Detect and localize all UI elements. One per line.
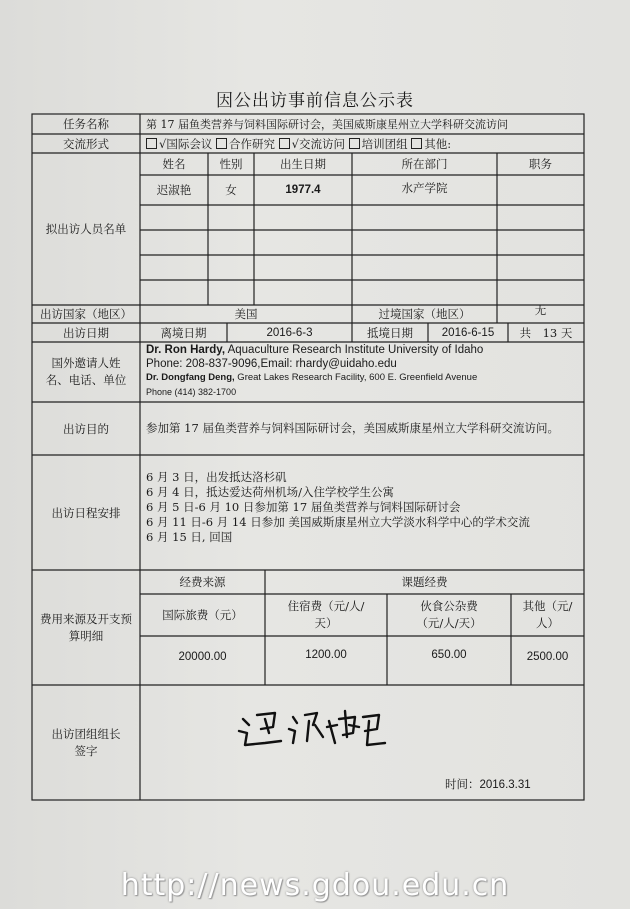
- personnel-label: 拟出访人员名单: [45, 222, 127, 236]
- schedule-item: 6 月 5 日-6 月 10 日参加第 17 届鱼类营养与饲料国际研讨会: [146, 500, 461, 514]
- budget-header-meals: 伙食公杂费（元/人/天）: [416, 599, 482, 630]
- leader-label: 出访团组组长签字: [51, 726, 121, 758]
- exchange-label: 交流形式: [63, 136, 109, 151]
- inviter-label: 国外邀请人姓名、电话、单位: [45, 356, 127, 387]
- country-value: 美国: [234, 307, 258, 321]
- checkbox-icon: [411, 138, 422, 149]
- exchange-option-training[interactable]: 培训团组: [349, 136, 408, 152]
- arrive-date: 2016-6-15: [441, 326, 495, 339]
- exchange-option-research[interactable]: 合作研究: [216, 136, 275, 152]
- schedule-item: 6 月 11 日-6 月 14 日参加 美国威斯康星州立大学淡水科学中心的学术交流: [146, 515, 530, 529]
- transit-label: 过境国家（地区）: [378, 307, 471, 321]
- exchange-option-visit[interactable]: √交流访问: [279, 136, 345, 152]
- exchange-option-conference[interactable]: √国际会议: [146, 136, 212, 152]
- budget-label: 费用来源及开支预算明细: [40, 611, 132, 643]
- budget-source-label: 经费来源: [179, 575, 226, 589]
- inviter-1-org: Aquaculture Research Institute University of Idaho: [225, 344, 484, 356]
- personnel-name: 迟淑艳: [156, 183, 192, 197]
- personnel-post: [497, 175, 584, 205]
- personnel-header-post: 职务: [529, 157, 552, 171]
- task-value: 第 17 届鱼类营养与饲料国际研讨会，美国威斯康星州立大学科研交流访问: [146, 118, 508, 131]
- inviter-1-contact: Phone: 208-837-9096,Email: rhardy@uidaho.edu: [146, 358, 397, 370]
- personnel-header-name: 姓名: [162, 157, 186, 171]
- personnel-header-birth: 出生日期: [280, 157, 326, 171]
- checkbox-icon: [349, 138, 360, 149]
- site-watermark: http://news.gdou.edu.cn: [120, 868, 510, 903]
- schedule-item: 6 月 4 日，抵达爱达荷州机场/入住学校学生公寓: [146, 485, 394, 499]
- schedule-item: 6 月 3 日，出发抵达洛杉矶: [146, 470, 287, 484]
- inviter-1-name: Dr. Ron Hardy,: [146, 344, 226, 356]
- transit-value: 无: [534, 303, 547, 317]
- total-days: 共 13 天: [519, 325, 573, 340]
- depart-label: 离境日期: [160, 325, 207, 340]
- budget-header-other: 其他（元/人）: [522, 599, 573, 630]
- checkbox-icon: [279, 138, 290, 149]
- exchange-option-other[interactable]: 其他:: [411, 136, 451, 152]
- budget-value-meals: 650.00: [431, 649, 467, 661]
- budget-value-travel: 20000.00: [178, 651, 227, 663]
- personnel-birth: 1977.4: [285, 184, 321, 196]
- handwritten-signature: [235, 697, 395, 757]
- arrive-label: 抵境日期: [367, 325, 413, 340]
- purpose-label: 出访目的: [63, 421, 109, 436]
- country-label: 出访国家（地区）: [40, 307, 132, 321]
- inviter-2-org: Great Lakes Research Facility, 600 E. Greenfield Avenue: [234, 372, 478, 383]
- schedule-item: 6 月 15 日, 回国: [146, 530, 233, 544]
- depart-date: 2016-6-3: [266, 326, 313, 339]
- checkbox-icon: [146, 138, 157, 149]
- schedule-label: 出访日程安排: [51, 505, 121, 520]
- budget-header-lodging: 住宿费（元/人/天）: [287, 599, 365, 630]
- form-title: 因公出访事前信息公示表: [216, 91, 414, 111]
- inviter-info: [146, 343, 582, 401]
- schedule-list: [146, 470, 582, 545]
- budget-header-travel: 国际旅费（元）: [162, 607, 243, 622]
- budget-value-other: 2500.00: [526, 651, 569, 663]
- exchange-options: [146, 134, 582, 153]
- inviter-2-contact: Phone (414) 382-1700: [146, 387, 237, 397]
- dates-label: 出访日期: [63, 325, 109, 340]
- personnel-gender: 女: [225, 183, 237, 197]
- personnel-dept: 水产学院: [401, 181, 448, 195]
- budget-value-lodging: 1200.00: [305, 649, 347, 661]
- task-label: 任务名称: [63, 117, 109, 131]
- purpose-value: 参加第 17 届鱼类营养与饲料国际研讨会，美国威斯康星州立大学科研交流访问。: [146, 420, 559, 435]
- personnel-header-gender: 性别: [219, 157, 243, 171]
- checkbox-icon: [216, 138, 227, 149]
- personnel-header-dept: 所在部门: [401, 157, 448, 171]
- sign-date: 时间：2016.3.31: [445, 779, 531, 791]
- inviter-2-name: Dr. Dongfang Deng,: [146, 372, 235, 383]
- budget-source-value: 课题经费: [401, 575, 448, 589]
